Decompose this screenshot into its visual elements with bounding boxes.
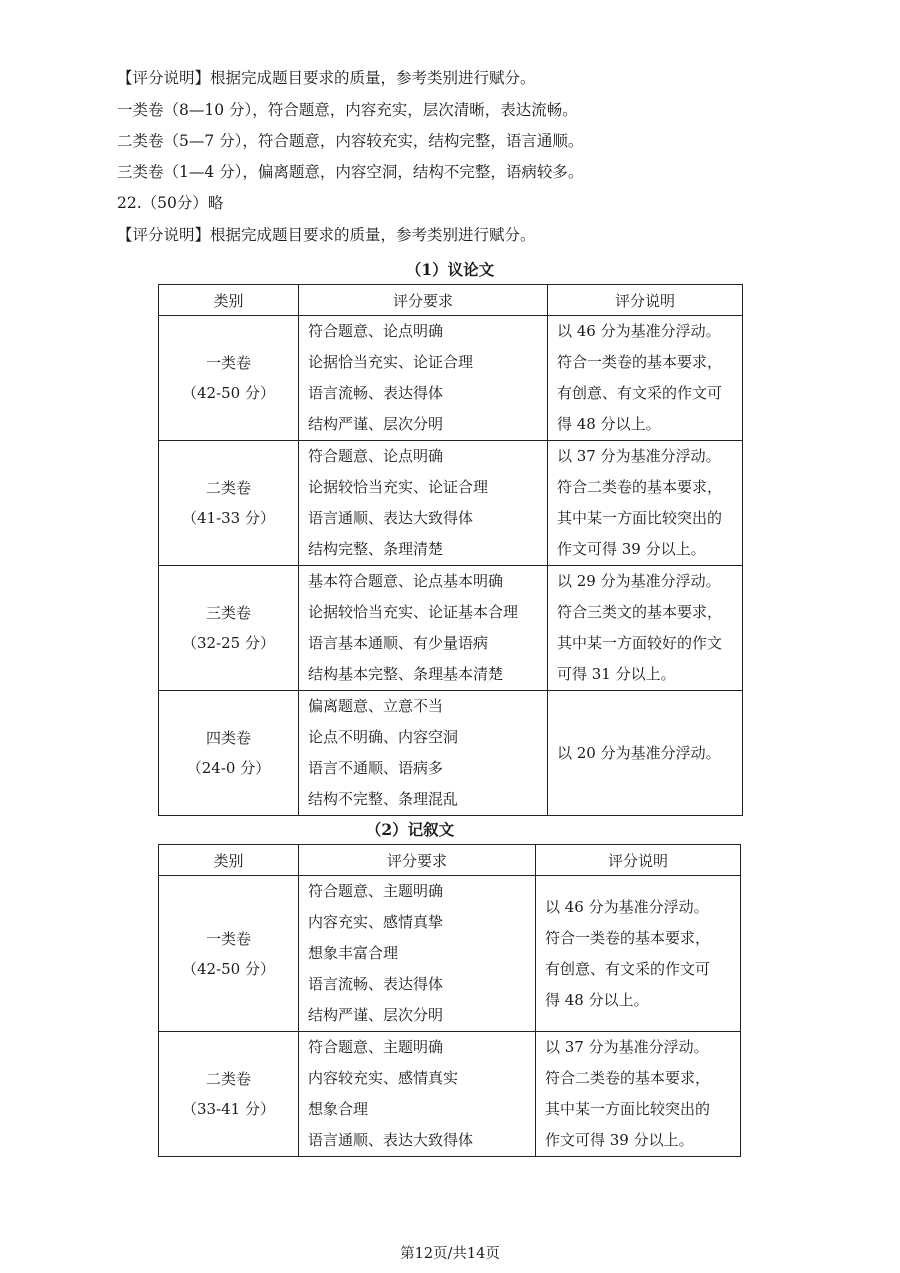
- intro-line: 二类卷（5—7 分），符合题意，内容较充实，结构完整，语言通顺。: [117, 132, 584, 150]
- category-cell: 二类卷 （41-33 分）: [159, 441, 299, 566]
- header-notes: 评分说明: [536, 845, 741, 876]
- header-notes: 评分说明: [548, 285, 743, 316]
- table-header-row: [159, 845, 741, 876]
- header-category: 类别: [159, 285, 299, 316]
- category-cell: 一类卷 （42-50 分）: [159, 876, 299, 1032]
- table-row: [159, 566, 743, 691]
- table-header-row: [159, 285, 743, 316]
- notes-cell: 以 37 分为基准分浮动。 符合二类卷的基本要求， 其中某一方面比较突出的 作文可得 39 分以上。: [548, 441, 743, 566]
- notes-cell: 以 46 分为基准分浮动。 符合一类卷的基本要求， 有创意、有文采的作文可 得 48 分以上。: [548, 316, 743, 441]
- notes-cell: 以 46 分为基准分浮动。 符合一类卷的基本要求， 有创意、有文采的作文可 得 48 分以上。: [536, 876, 741, 1032]
- table-row: [159, 441, 743, 566]
- intro-line: 【评分说明】根据完成题目要求的质量，参考类别进行赋分。: [117, 69, 536, 87]
- category-cell: 三类卷 （32-25 分）: [159, 566, 299, 691]
- category-cell: 二类卷 （33-41 分）: [159, 1032, 299, 1157]
- category-cell: 一类卷 （42-50 分）: [159, 316, 299, 441]
- table2-caption: （2）记叙文: [365, 820, 455, 839]
- header-category: 类别: [159, 845, 299, 876]
- intro-line: 一类卷（8—10 分），符合题意，内容充实，层次清晰，表达流畅。: [117, 101, 578, 119]
- requirements-cell: 符合题意、主题明确 内容较充实、感情真实 想象合理 语言通顺、表达大致得体: [299, 1032, 536, 1157]
- requirements-cell: 符合题意、主题明确 内容充实、感情真挚 想象丰富合理 语言流畅、表达得体 结构严谨、层次分明: [299, 876, 536, 1032]
- table-row: [159, 316, 743, 441]
- intro-line: 22.（50分）略: [117, 194, 224, 212]
- table-row: [159, 691, 743, 816]
- notes-cell: 以 29 分为基准分浮动。 符合三类文的基本要求， 其中某一方面较好的作文 可得 31 分以上。: [548, 566, 743, 691]
- table1-caption: （1）议论文: [405, 260, 495, 279]
- table-narrative: [158, 844, 741, 1157]
- table-argumentative: [158, 284, 743, 816]
- requirements-cell: 符合题意、论点明确 论据较恰当充实、论证合理 语言通顺、表达大致得体 结构完整、条理清楚: [299, 441, 548, 566]
- notes-cell: 以 37 分为基准分浮动。 符合二类卷的基本要求， 其中某一方面比较突出的 作文可得 39 分以上。: [536, 1032, 741, 1157]
- table-row: [159, 876, 741, 1032]
- requirements-cell: 符合题意、论点明确 论据恰当充实、论证合理 语言流畅、表达得体 结构严谨、层次分明: [299, 316, 548, 441]
- requirements-cell: 偏离题意、立意不当 论点不明确、内容空洞 语言不通顺、语病多 结构不完整、条理混乱: [299, 691, 548, 816]
- intro-line: 三类卷（1—4 分），偏离题意，内容空洞，结构不完整，语病较多。: [117, 163, 584, 181]
- table-row: [159, 1032, 741, 1157]
- header-requirements: 评分要求: [299, 845, 536, 876]
- intro-line: 【评分说明】根据完成题目要求的质量，参考类别进行赋分。: [117, 226, 536, 244]
- requirements-cell: 基本符合题意、论点基本明确 论据较恰当充实、论证基本合理 语言基本通顺、有少量语病 结构基本完整、条理基本清楚: [299, 566, 548, 691]
- page-number: 第12页/共14页: [400, 1246, 500, 1262]
- header-requirements: 评分要求: [299, 285, 548, 316]
- notes-cell: 以 20 分为基准分浮动。: [548, 691, 743, 816]
- category-cell: 四类卷 （24-0 分）: [159, 691, 299, 816]
